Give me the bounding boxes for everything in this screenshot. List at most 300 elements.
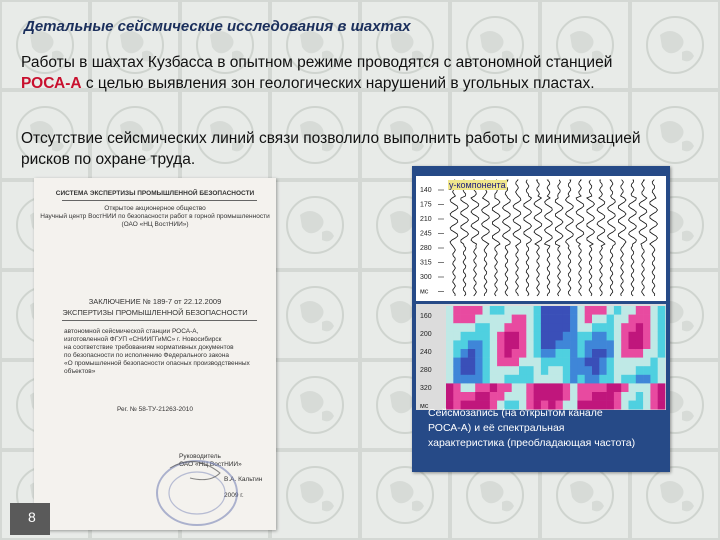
spectrum-cell [585,340,593,349]
spectrum-cell [519,375,527,384]
spectrum-cell [468,383,476,392]
spectrum-cell [621,315,629,324]
spectrum-cell [497,306,505,315]
spectrum-cell [512,315,520,324]
spectrum-cell [468,323,476,332]
seismogram-tick-label: 210 [420,216,432,223]
spectrum-cell [497,366,505,375]
spectrum-cell [475,306,483,315]
spectrum-cell [570,383,578,392]
spectrum-cell [636,358,644,367]
spectrum-cell [504,366,512,375]
spectrum-cell [599,306,607,315]
spectrum-cell [512,332,520,341]
seismogram-tick-label: 280 [420,245,432,252]
spectrum-cell [643,323,651,332]
spectrum-cell [519,392,527,401]
spectrum-cell [490,375,498,384]
spectrum-tick-label: 320 [420,385,432,392]
spectrum-cell [504,358,512,367]
spectrum-cell [585,383,593,392]
spectrum-cell [621,349,629,358]
spectrum-cell [541,323,549,332]
spectrum-cell [526,366,534,375]
spectrum-cell [563,332,571,341]
spectrum-cell [563,383,571,392]
spectrum-tick-label: 160 [420,313,432,320]
spectrum-cell [519,366,527,375]
spectrum-cell [607,383,615,392]
spectrum-cell [621,340,629,349]
spectrum-cell [541,358,549,367]
spectrum-cell [607,366,615,375]
spectrum-cell [643,306,651,315]
spectrum-cell [541,392,549,401]
seismogram-tick-label: 245 [420,230,432,238]
spectrum-cell [461,306,469,315]
spectrum-cell [643,383,651,392]
spectrum-cell [504,323,512,332]
spectrum-cell [629,383,637,392]
spectrum-cell [599,340,607,349]
spectrum-cell [534,375,542,384]
spectrum-cell [519,323,527,332]
spectrum-cell [570,323,578,332]
spectrum-cell [650,375,658,384]
spectrum-cell [483,340,491,349]
spectrum-cell [607,340,615,349]
spectrum-cell [658,383,666,392]
spectrum-cell [592,340,600,349]
doc-signer-name: В.А. Кальтин [224,476,263,483]
spectrum-cell [526,315,534,324]
spectrum-cell [548,375,556,384]
spectrum-cell [446,358,454,367]
spectrum-cell [490,392,498,401]
spectrum-cell [512,306,520,315]
spectrum-cell [592,358,600,367]
spectrum-cell [548,340,556,349]
spectrum-cell [446,392,454,401]
doc-body-line: на соответствие требованиям нормативных документов [64,344,234,351]
spectrum-cell [504,332,512,341]
spectrum-cell [475,358,483,367]
spectrum-cell [563,375,571,384]
spectrum-cell [621,358,629,367]
spectrum-cell [570,332,578,341]
spectrum-cell [599,383,607,392]
spectrum-cell [592,315,600,324]
spectrum-cell [563,315,571,324]
spectrum-cell [650,366,658,375]
doc-registration: Рег. № 58-ТУ-21263-2010 [117,406,193,413]
spectrum-cell [483,358,491,367]
spectrum-cell [563,340,571,349]
spectrum-cell [519,332,527,341]
spectrum-cell [599,358,607,367]
spectrum-cell [534,332,542,341]
spectrum-cell [614,315,622,324]
spectrum-cell [643,366,651,375]
spectrum-cell [585,306,593,315]
seismic-caption: Сейсмозапись (на открытом канале РОСА-А) и её спектральная характеристика (преобладающая частота) [428,407,636,449]
spectrum-cell [621,332,629,341]
spectrum-cell [461,366,469,375]
paragraph-1 [21,52,661,94]
spectrum-cell [629,358,637,367]
spectrum-cell [453,323,461,332]
spectrum-cell [497,375,505,384]
spectrum-cell [446,315,454,324]
spectrum-cell [577,332,585,341]
spectrum-cell [636,340,644,349]
spectrum-cell [512,383,520,392]
spectrum-cell [548,349,556,358]
spectrum-cell [475,366,483,375]
spectrum-cell [461,358,469,367]
spectrum-cell [497,349,505,358]
spectrum-cell [650,392,658,401]
spectrum-cell [570,315,578,324]
spectrum-cell [548,383,556,392]
spectrum-cell [592,306,600,315]
spectrum-cell [658,315,666,324]
spectrum-cell [461,383,469,392]
spectrum-cell [512,375,520,384]
spectrum-cell [483,366,491,375]
spectrum-cell [534,315,542,324]
spectrum-cell [519,315,527,324]
spectrum-cell [519,340,527,349]
spectrum-cell [526,332,534,341]
spectrum-cell [577,315,585,324]
spectrum-cell [629,340,637,349]
spectrum-cell [556,306,564,315]
spectrum-cell [650,332,658,341]
spectrum-cell [585,375,593,384]
spectrum-cell [658,340,666,349]
spectrum-cell [475,349,483,358]
spectrum-cell [563,306,571,315]
spectrum-cell [592,375,600,384]
spectrum-cell [636,323,644,332]
spectrum-cell [577,392,585,401]
doc-conclusion-number: ЗАКЛЮЧЕНИЕ № 189-7 от 22.12.2009 [88,297,222,306]
spectrum-cell [599,323,607,332]
spectrum-cell [497,340,505,349]
spectrum-cell [621,323,629,332]
spectrum-cell [650,358,658,367]
spectrum-cell [541,383,549,392]
spectrum-cell [490,306,498,315]
spectrum-cell [512,340,520,349]
spectrum-cell [453,366,461,375]
spectrum-cell [650,340,658,349]
spectrum-cell [570,340,578,349]
station-name-highlight: РОСА-А [21,75,82,92]
spectrum-cell [490,358,498,367]
doc-year: 2009 г. [224,492,244,499]
spectrum-cell [446,383,454,392]
spectrum-cell [483,315,491,324]
spectrum-cell [534,392,542,401]
spectrum-cell [468,366,476,375]
spectrum-cell [468,392,476,401]
spectrum-cell [592,332,600,341]
paragraph-2: Отсутствие сейсмических линий связи позволило выполнить работы с минимизацией рисков по охране труда. [21,130,641,168]
spectrum-cell [475,383,483,392]
spectrum-cell [621,383,629,392]
spectrum-cell [570,366,578,375]
slide-title: Детальные сейсмические исследования в шахтах [24,18,411,35]
spectrum-cell [592,349,600,358]
spectrum-cell [621,366,629,375]
spectrum-cell [526,383,534,392]
spectrum-cell [541,349,549,358]
spectrum-cell [621,306,629,315]
spectrum-cell [607,349,615,358]
spectrum-cell [468,332,476,341]
spectrum-cell [453,340,461,349]
spectrum-cell [446,375,454,384]
spectrum-cell [556,392,564,401]
spectrum-cell [658,366,666,375]
doc-signer-title: Руководитель [179,453,221,460]
spectrum-cell [621,392,629,401]
spectrum-cell [461,315,469,324]
spectrum-cell [643,392,651,401]
spectrum-cell [592,392,600,401]
spectrum-cell [475,375,483,384]
spectrum-cell [607,306,615,315]
spectrum-cell [629,315,637,324]
spectrum-cell [504,392,512,401]
spectrum-cell [446,366,454,375]
spectrum-cell [468,306,476,315]
spectrum-cell [658,332,666,341]
spectrum-cell [526,358,534,367]
spectrum-cell [599,349,607,358]
doc-org-3: (ОАО «НЦ ВостНИИ») [121,221,189,228]
spectrum-cell [570,306,578,315]
spectrum-cell [504,315,512,324]
spectrum-cell [643,375,651,384]
spectrum-cell [446,306,454,315]
spectrum-cell [483,323,491,332]
spectrum-cell [614,340,622,349]
spectrum-cell [519,349,527,358]
page-number: 8 [10,503,50,535]
spectrum-cell [475,392,483,401]
spectrum-cell [519,306,527,315]
doc-org-1: Открытое акционерное общество [104,205,206,212]
spectrum-cell [548,332,556,341]
spectrum-cell [650,323,658,332]
spectrum-cell [541,366,549,375]
spectrum-cell [446,340,454,349]
doc-divider-2 [62,320,257,321]
spectrum-cell [607,392,615,401]
seismogram-tick-label: 140 [420,187,432,194]
spectrum-cell [629,332,637,341]
spectrum-cell [475,315,483,324]
spectrum-cell [483,383,491,392]
spectrum-cell [461,340,469,349]
spectrum-cell [585,349,593,358]
spectrum-cell [658,306,666,315]
spectrum-cell [643,315,651,324]
spectrum-cell [614,358,622,367]
doc-body-line: по безопасности по исполнению Федерального закона [64,352,229,359]
spectrum-cell [636,332,644,341]
seismic-figure [416,176,666,410]
spectrum-cell [577,383,585,392]
spectrum-cell [614,323,622,332]
spectrum-cell [512,358,520,367]
spectrum-cell [629,375,637,384]
spectrum-cell [607,323,615,332]
spectrum-cell [556,315,564,324]
doc-body-line: автономной сейсмической станции РОСА-А, [64,328,199,335]
spectrum-cell [636,366,644,375]
spectrum-cell [483,349,491,358]
spectrum-cell [658,401,666,410]
spectrum-cell [658,358,666,367]
spectrum-cell [468,315,476,324]
spectrum-cell [526,375,534,384]
spectrum-cell [504,340,512,349]
spectrum-cell [585,315,593,324]
spectrum-cell [556,375,564,384]
spectrum-cell [497,392,505,401]
spectrum-cell [475,323,483,332]
seismogram-tick-label: мс [420,288,429,296]
doc-org-2: Научный центр ВостНИИ по безопасности работ в горной промышленности [40,213,270,220]
spectrum-cell [556,323,564,332]
spectrum-cell [526,323,534,332]
spectrum-cell [453,383,461,392]
spectrum-cell [468,349,476,358]
spectrum-cell [577,306,585,315]
seismogram-tick-label: 300 [420,274,432,281]
spectrum-cell [541,306,549,315]
spectrum-cell [446,323,454,332]
spectrum-cell [556,332,564,341]
spectrum-cell [490,349,498,358]
spectrum-cell [512,366,520,375]
spectrum-cell [534,340,542,349]
spectrum-cell [453,375,461,384]
spectrum-cell [497,323,505,332]
spectrum-cell [607,315,615,324]
spectrum-cell [541,375,549,384]
spectrum-cell [512,349,520,358]
spectrum-cell [556,349,564,358]
spectrum-cell [643,340,651,349]
seismogram-background [416,176,666,301]
spectrum-cell [629,349,637,358]
spectrum-cell [643,332,651,341]
spectrum-cell [548,323,556,332]
spectrum-cell [570,392,578,401]
spectrum-cell [453,358,461,367]
spectrum-cell [534,366,542,375]
spectrum-cell [526,392,534,401]
paragraph-1-text-b: с целью выявления зон геологических нарушений в угольных пластах. [81,75,595,92]
doc-header: СИСТЕМА ЭКСПЕРТИЗЫ ПРОМЫШЛЕННОЙ БЕЗОПАСНОСТИ [55,190,255,197]
spectrum-cell [585,366,593,375]
spectrum-cell [548,366,556,375]
spectrum-cell [629,306,637,315]
spectrum-cell [577,340,585,349]
spectrum-cell [607,332,615,341]
spectrum-cell [643,349,651,358]
spectrum-cell [468,358,476,367]
spectrum-cell [614,375,622,384]
spectrum-cell [614,392,622,401]
spectrum-cell [461,375,469,384]
spectrum-cell [504,375,512,384]
spectrum-cell [490,366,498,375]
spectrum-cell [490,315,498,324]
stamp-seal-icon [150,448,245,528]
spectrum-cell [461,349,469,358]
spectrum-cell [483,375,491,384]
spectrum-cell [556,358,564,367]
spectrum-cell [636,306,644,315]
spectrum-cell [446,349,454,358]
spectrum-cell [526,349,534,358]
spectrum-cell [504,306,512,315]
spectrum-cell [614,349,622,358]
doc-body-line: «О промышленной безопасности опасных производственных [64,360,250,367]
spectrum-cell [621,375,629,384]
spectrum-cell [475,340,483,349]
spectrum-cell [650,306,658,315]
spectrum-cell [497,315,505,324]
spectrum-cell [556,340,564,349]
spectrum-cell [497,358,505,367]
spectrum-cell [636,349,644,358]
spectrum-cell [534,306,542,315]
spectrum-cell [629,323,637,332]
spectrum-cell [607,358,615,367]
spectrum-cell [607,375,615,384]
spectrum-cell [563,349,571,358]
component-label: y-компонента [449,180,506,190]
spectrum-cell [548,358,556,367]
spectrum-cell [534,323,542,332]
spectrum-tick-label: мс [420,403,429,410]
spectrum-cell [504,383,512,392]
spectrum-cell [461,392,469,401]
spectrum-cell [570,375,578,384]
spectrum-cell [563,366,571,375]
spectrum-cell [497,332,505,341]
spectrum-cell [592,323,600,332]
spectrum-cell [658,349,666,358]
spectrum-cell [643,401,651,410]
spectrum-cell [534,358,542,367]
spectrum-cell [650,349,658,358]
spectrum-cell [585,323,593,332]
spectrum-cell [629,392,637,401]
spectrum-cell [497,383,505,392]
spectrum-cell [548,392,556,401]
spectrum-cell [599,315,607,324]
spectrum-cell [636,375,644,384]
spectrum-cell [519,358,527,367]
